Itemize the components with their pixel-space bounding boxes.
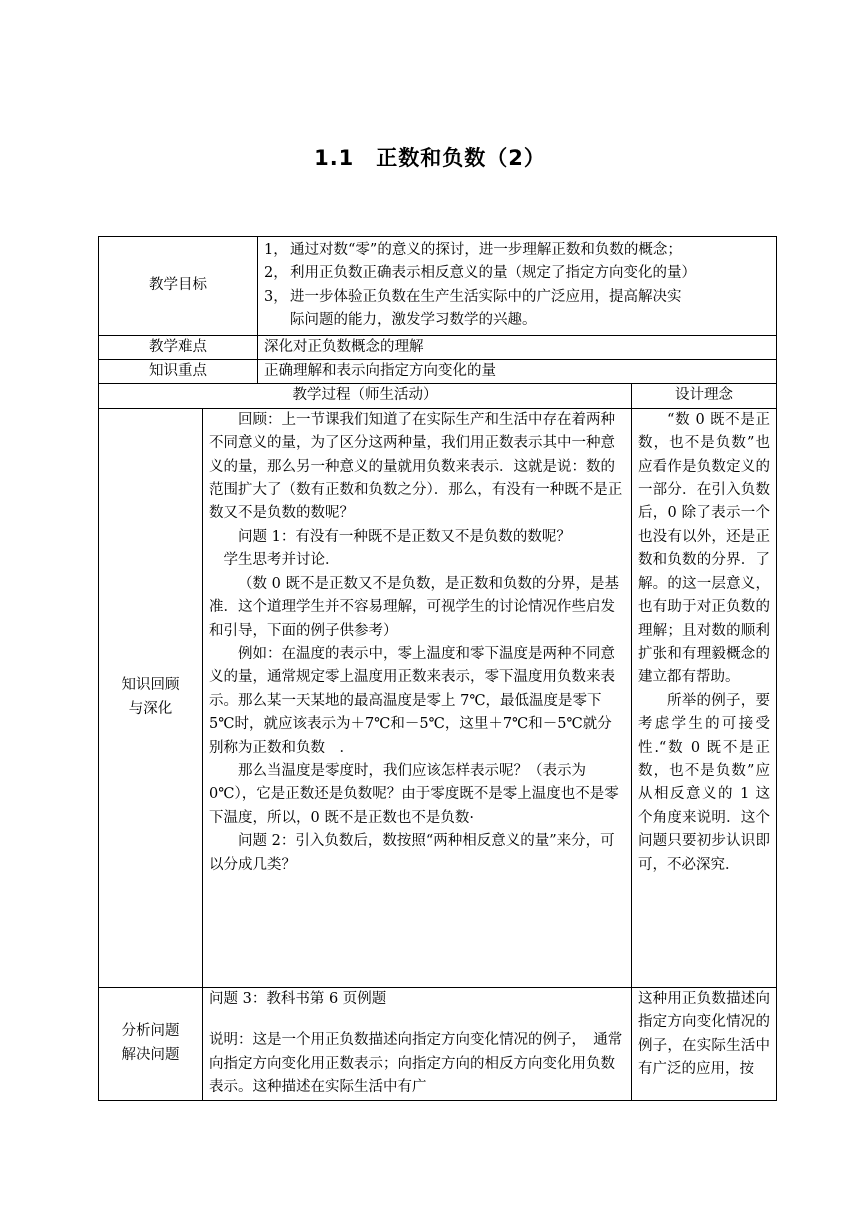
page-title: 1.1 正数和负数（2）: [314, 146, 546, 170]
review-row: [99, 408, 777, 987]
review-paragraph: 那么当温度是零度时，我们应该怎样表示呢？（表示为 0℃），它是正数还是负数呢？由于零度既不是零上温度也不是零下温度，所以，0 既不是正数也不是负数·: [209, 762, 619, 826]
analysis-row: [99, 987, 777, 1100]
goals-content: [258, 237, 777, 336]
goal-item-1: [264, 239, 770, 262]
difficulty-row: [99, 335, 777, 359]
review-label-line2: 与深化: [128, 700, 173, 717]
review-paragraph: （数 0 既不是正数又不是负数，是正数和负数的分界，是基准．这个道理学生并不容易理解，可视学生的讨论情况作些启发和引导，下面的例子供参考）: [209, 575, 619, 639]
analysis-label-line2: 解决问题: [121, 1046, 180, 1063]
review-label-line1: 知识回顾: [121, 677, 180, 694]
key-point-row: [99, 360, 777, 384]
analysis-label-line1: 分析问题: [121, 1023, 180, 1040]
goal-text: 通过对数“零”的意义的探讨，进一步理解正数和负数的概念；: [290, 242, 682, 258]
lesson-plan-table: [98, 236, 777, 1101]
key-point-text: 正确理解和表示向指定方向变化的量: [258, 360, 777, 384]
review-label: [99, 408, 203, 987]
analysis-label: [99, 987, 203, 1100]
goal-number: 1，: [264, 242, 288, 258]
key-point-label: 知识重点: [99, 360, 258, 384]
goal-item-2: [264, 262, 770, 285]
goal-number: 3，: [264, 288, 288, 305]
review-paragraph: 回顾：上一节课我们知道了在实际生产和生活中存在着两种不同意义的量，为了区分这两种量，我们用正数表示其中一种意义的量，那么另一种意义的量就用负数来表示．这就是说：数的范围扩大了（数有正数和负数之分）．那么，有没有一种既不是正数又不是负数的数呢？: [209, 411, 623, 522]
design-note-paragraph: 所举的例子，要考虑学生的可接受性.“数 0 既不是正数，也不是负数”应从相反意义的 1 这个角度来说明．这个问题只要初步认识即可，不必深究．: [638, 692, 770, 873]
process-header: 教学过程（师生活动）: [99, 384, 632, 408]
analysis-paragraph: 问题 3：教科书第 6 页例题: [209, 990, 387, 1007]
design-header: 设计理念: [632, 384, 777, 408]
goals-label: 教学目标: [99, 237, 258, 336]
analysis-content: [203, 987, 632, 1100]
goal-item-3: [264, 286, 770, 309]
review-content: [203, 408, 632, 987]
goal-text: 进一步体验正负数在生产生活实际中的广泛应用，提高解决实: [290, 288, 682, 305]
review-paragraph: 问题 1：有没有一种既不是正数又不是负数的数呢？: [238, 528, 571, 545]
design-note-paragraph: “数 0 既不是正数，也不是负数”也应看作是负数定义的一部分．在引入负数后，0 除了表示一个也没有以外，还是正数和负数的分界．了解。的这一层意义，也有助于对正负数的理解；且对数的顺利扩张和有理毅概念的建立都有帮助。: [638, 411, 770, 686]
analysis-design-note: 这种用正负数描述向指定方向变化情况的例子，在实际生活中有广泛的应用，按: [632, 987, 777, 1100]
goals-row: [99, 237, 777, 336]
review-paragraph: 例如：在温度的表示中，零上温度和零下温度是两种不同意义的量，通常规定零上温度用正数来表示，零下温度用负数来表示。那么某一天某地的最高温度是零上 7℃，最低温度是零下 5℃时，就应该表示为＋7℃和－5℃，这里＋7℃和－5℃就分别称为正数和负数 ．: [209, 645, 615, 756]
review-paragraph: 学生思考并讨论．: [223, 552, 340, 569]
goal-number: 2，: [264, 265, 288, 282]
process-header-row: [99, 384, 777, 408]
difficulty-text: 深化对正负数概念的理解: [258, 335, 777, 359]
review-design-note: [632, 408, 777, 987]
goal-text: 利用正负数正确表示相反意义的量（规定了指定方向变化的量）: [290, 265, 696, 282]
analysis-paragraph: 说明：这是一个用正负数描述向指定方向变化情况的例子， 通常向指定方向变化用正数表示；向指定方向的相反方向变化用负数表示。这种描述在实际生活中有广: [209, 1032, 623, 1096]
difficulty-label: 教学难点: [99, 335, 258, 359]
goal-continuation: 际问题的能力，激发学习数学的兴趣。: [290, 312, 537, 329]
review-paragraph: 问题 2：引入负数后，数按照“两种相反意义的量”来分，可以分成几类？: [209, 833, 615, 873]
